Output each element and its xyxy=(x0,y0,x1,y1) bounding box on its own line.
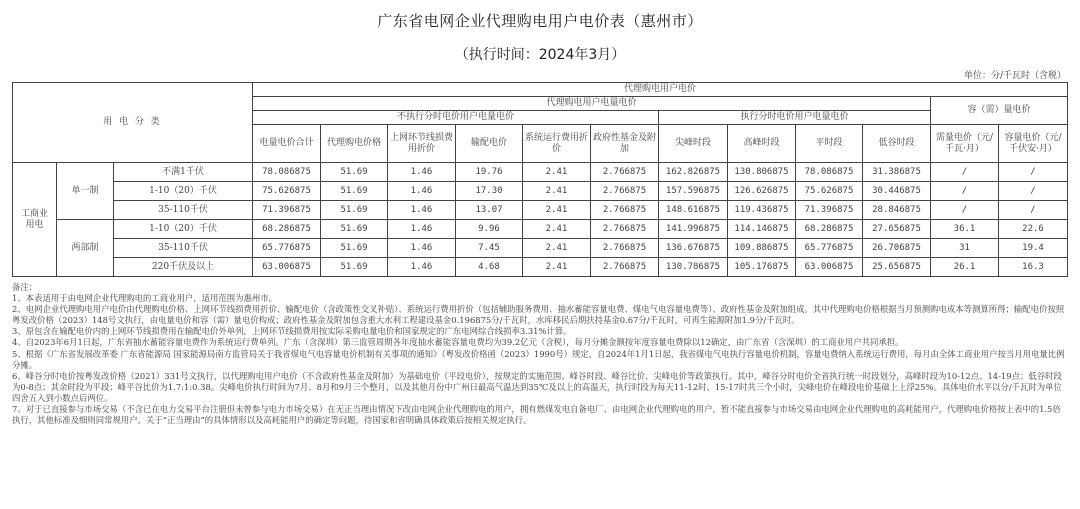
cell: 2.41 xyxy=(523,220,591,239)
column-header: 代理购电价格 xyxy=(321,125,388,163)
cell: 75.626875 xyxy=(253,182,321,201)
voltage-label: 1-10（20）千伏 xyxy=(114,182,253,201)
cell: 2.766875 xyxy=(591,163,659,182)
cell: 1.46 xyxy=(388,163,456,182)
column-header: 上网环节线损费用折价 xyxy=(388,125,456,163)
cell: 2.41 xyxy=(523,201,591,220)
cell: 16.3 xyxy=(999,258,1068,277)
cell: 13.07 xyxy=(456,201,523,220)
cell: 9.96 xyxy=(456,220,523,239)
note-item: 5、根据《广东省发展改革委 广东省能源局 国家能源局南方监管局关于我省煤电气电容量电价机制有关事项的通知》（粤发改价格函（2023）1990号）规定，自2024年1月1日起，我省煤电气电执行容量电价机制，容量电费纳入系统运行费用，每月由全体工商业用户按当月用电量比例分摊。 xyxy=(12,348,1065,370)
cell: 7.45 xyxy=(456,239,523,258)
cell: 1.46 xyxy=(388,220,456,239)
cell: 157.596875 xyxy=(659,182,728,201)
table-row xyxy=(13,182,1068,201)
column-header: 输配电价 xyxy=(456,125,523,163)
note-item: 7、对于已直接参与市场交易（不含已在电力交易平台注册但未曾参与电力市场交易）在无正当理由情况下改由电网企业代理购电的用户，拥有燃煤发电自备电厂、由电网企业代理购电的用户，暂不能直接参与市场交易由电网企业代理购电的高耗能用户，代理购电价格按上表中的1.5倍执行，其他标准及细则同常规用户。关于“正当理由”的具体情形以及高耗能用户的确定等问题，待国家和省明确具体政策后按相关规定执行。 xyxy=(12,404,1061,426)
table-row xyxy=(13,220,1068,239)
cell: 31 xyxy=(931,239,999,258)
subgroup-label: 两部制 xyxy=(57,220,114,277)
column-header: 容量电价（元/千伏安·月） xyxy=(999,125,1068,163)
cell: 2.766875 xyxy=(591,220,659,239)
cell: 36.1 xyxy=(931,220,999,239)
note-item: 1、本表适用于由电网企业代理购电的工商业用户，适用范围为惠州市。 xyxy=(12,293,277,304)
cell: 26.1 xyxy=(931,258,999,277)
cell: 68.286875 xyxy=(796,220,863,239)
cell: 78.086875 xyxy=(253,163,321,182)
voltage-label: 不满1千伏 xyxy=(114,163,253,182)
cell: 51.69 xyxy=(321,220,388,239)
voltage-label: 35-110千伏 xyxy=(114,239,253,258)
table-row xyxy=(13,163,1068,182)
cell: 17.30 xyxy=(456,182,523,201)
column-header: 政府性基金及附加 xyxy=(591,125,659,163)
cell: 2.41 xyxy=(523,239,591,258)
column-header: 平时段 xyxy=(796,125,863,163)
cell: 51.69 xyxy=(321,239,388,258)
cell: 2.41 xyxy=(523,258,591,277)
voltage-label: 220千伏及以上 xyxy=(114,258,253,277)
cell: 1.46 xyxy=(388,182,456,201)
cell: 4.68 xyxy=(456,258,523,277)
column-header: 高峰时段 xyxy=(728,125,796,163)
cell: 28.846875 xyxy=(863,201,931,220)
cell: 25.656875 xyxy=(863,258,931,277)
cell: 71.396875 xyxy=(796,201,863,220)
cell: 51.69 xyxy=(321,182,388,201)
cell: 130.806875 xyxy=(728,163,796,182)
cell: 68.286875 xyxy=(253,220,321,239)
cell: 136.676875 xyxy=(659,239,728,258)
cell: 1.46 xyxy=(388,201,456,220)
cell: / xyxy=(999,201,1068,220)
cell: 2.41 xyxy=(523,163,591,182)
cell: 65.776875 xyxy=(253,239,321,258)
header-tou: 执行分时电价用户电量电价 xyxy=(659,111,931,125)
header-agent-energy-price: 代理购电用户电量电价 xyxy=(253,97,931,111)
cell: 1.46 xyxy=(388,239,456,258)
subgroup-label: 单一制 xyxy=(57,163,114,220)
cell: / xyxy=(999,182,1068,201)
unit-label: 单位：分/千瓦时（含税） xyxy=(963,71,1066,81)
cell: 148.616875 xyxy=(659,201,728,220)
table-row xyxy=(13,201,1068,220)
cell: 65.776875 xyxy=(796,239,863,258)
cell: / xyxy=(931,182,999,201)
notes-section xyxy=(12,282,1068,426)
cell: 2.766875 xyxy=(591,239,659,258)
column-header: 需量电价（元/千瓦·月） xyxy=(931,125,999,163)
column-header: 尖峰时段 xyxy=(659,125,728,163)
cell: 2.41 xyxy=(523,182,591,201)
cell: 22.6 xyxy=(999,220,1068,239)
group-label: 工商业用电 xyxy=(13,163,57,277)
header-agent-user-price: 代理购电用户电价 xyxy=(253,83,1068,97)
header-capacity: 容（需）量电价 xyxy=(931,97,1068,125)
column-header: 低谷时段 xyxy=(863,125,931,163)
cell: / xyxy=(931,201,999,220)
voltage-label: 35-110千伏 xyxy=(114,201,253,220)
cell: 119.436875 xyxy=(728,201,796,220)
voltage-label: 1-10（20）千伏 xyxy=(114,220,253,239)
cell: / xyxy=(931,163,999,182)
cell: 51.69 xyxy=(321,163,388,182)
cell: 78.086875 xyxy=(796,163,863,182)
cell: 105.176875 xyxy=(728,258,796,277)
cell: / xyxy=(999,163,1068,182)
note-item: 2、电网企业代理购电用户电价由代理购电价格、上网环节线损费用折价、输配电价（含政策性交叉补贴）、系统运行费用折价（包括辅助服务费用、抽水蓄能容量电费、煤电气电容量电费等）、政府性基金及附加组成。其中代理购电价格根据当月预测购电成本等测算所得；输配电价按照粤发改价格（2023）148号文执行，由电量电价和容（需）量电价构成；政府性基金及附加包含重大水利工程建设基金0.196875分/千瓦时，水库移民后期扶持基金0.67分/千瓦时，可再生能源附加1.9分/千瓦时。 xyxy=(12,304,1065,326)
cell: 130.786875 xyxy=(659,258,728,277)
cell: 30.446875 xyxy=(863,182,931,201)
cell: 71.396875 xyxy=(253,201,321,220)
cell: 162.826875 xyxy=(659,163,728,182)
cell: 26.706875 xyxy=(863,239,931,258)
cell: 2.766875 xyxy=(591,182,659,201)
cell: 63.006875 xyxy=(253,258,321,277)
cell: 1.46 xyxy=(388,258,456,277)
cell: 75.626875 xyxy=(796,182,863,201)
table-row xyxy=(13,258,1068,277)
cell: 19.76 xyxy=(456,163,523,182)
cell: 63.006875 xyxy=(796,258,863,277)
note-item: 4、自2023年6月1日起，广东省抽水蓄能容量电费作为系统运行费单列。广东（含深圳）第三监管周期各年度抽水蓄能容量电费均为39.2亿元（含税），每月分摊金额按年度容量电费除以12确定，由广东省（含深圳）的工商业用户共同承担。 xyxy=(12,337,904,348)
cell: 51.69 xyxy=(321,258,388,277)
price-table xyxy=(12,82,1068,277)
cell: 19.4 xyxy=(999,239,1068,258)
note-item: 3、原包含在输配电价内的上网环节线损费用在输配电价外单列，上网环节线损费用按实际采购电量电价和国家规定的广东电网综合线损率3.31%计算。 xyxy=(12,326,572,337)
header-category: 用 电 分 类 xyxy=(13,83,253,163)
header-non-tou: 不执行分时电价用户电量电价 xyxy=(253,111,659,125)
cell: 2.766875 xyxy=(591,258,659,277)
table-row xyxy=(13,239,1068,258)
page-title: 广东省电网企业代理购电用户电价表（惠州市） xyxy=(377,12,703,30)
notes-heading: 备注： xyxy=(12,282,38,292)
column-header: 电量电价合计 xyxy=(253,125,321,163)
cell: 2.766875 xyxy=(591,201,659,220)
cell: 51.69 xyxy=(321,201,388,220)
cell: 27.656875 xyxy=(863,220,931,239)
cell: 31.386875 xyxy=(863,163,931,182)
column-header: 系统运行费用折价 xyxy=(523,125,591,163)
cell: 126.626875 xyxy=(728,182,796,201)
page-subtitle: （执行时间：2024年3月） xyxy=(454,47,626,63)
cell: 141.996875 xyxy=(659,220,728,239)
cell: 114.146875 xyxy=(728,220,796,239)
note-item: 6、峰谷分时电价按粤发改价格（2021）331号文执行，以代理购电用户电价（不含政府性基金及附加）为基础电价（平段电价），按规定的实施范围、峰谷时段、峰谷比价、尖峰电价等政策执行。其中，峰谷分时电价全省执行统一时段划分，高峰时段为10-12点、14-19点；低谷时段为0-8点；其余时段为平段；峰平谷比价为1.7:1:0.38。尖峰电价执行时间为7月、8月和9月三个整月，以及其他月份中广州日最高气温达到35℃及以上的高温天，执行时段为每天11-12时、15-17时共三个小时，尖峰电价在峰段电价基础上上浮25%。具体电价水平以分/千瓦时为单位四舍五入到小数点后两位。 xyxy=(12,370,1062,403)
cell: 109.886875 xyxy=(728,239,796,258)
